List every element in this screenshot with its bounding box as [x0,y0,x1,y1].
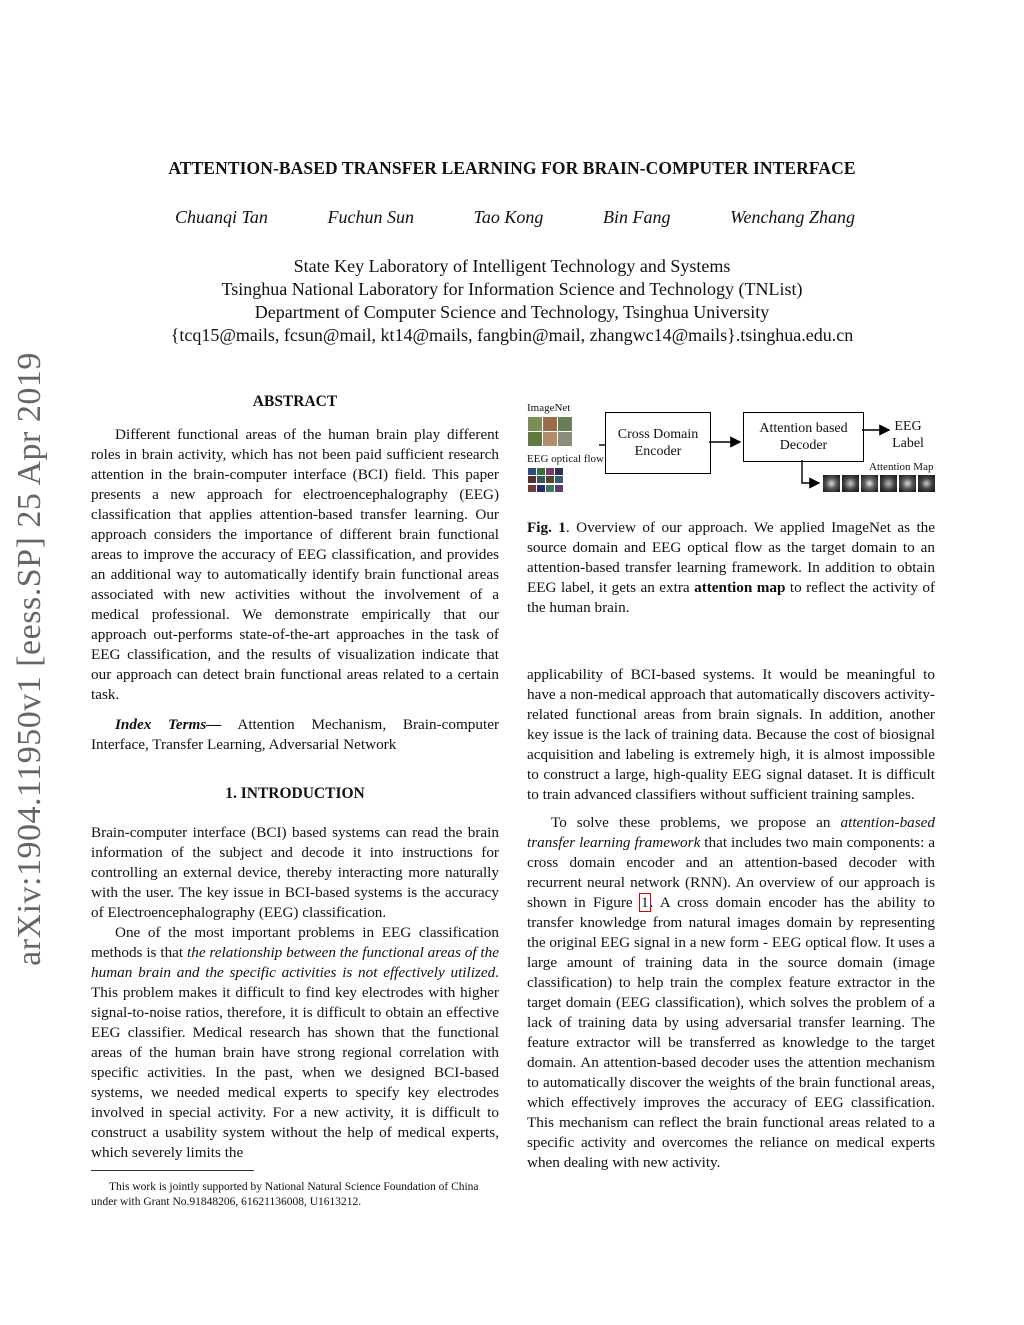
caption-text: to reflect the activity of the human brain. [527,579,936,616]
eeg-flow-cell [555,468,563,475]
attention-map-thumbnail [918,475,935,492]
imagenet-thumbnail [543,432,557,446]
abstract-heading: ABSTRACT [252,393,338,410]
attention-decoder-box: Attention based Decoder [743,412,864,462]
eeg-flow-cell [528,468,536,475]
index-terms [91,715,499,755]
right-text: To solve these problems, we propose an [551,814,841,831]
affiliation-line: Department of Computer Science and Technology, Tsinghua University [254,302,770,322]
intro-heading: 1. INTRODUCTION [225,785,365,802]
eeg-flow-cell [528,476,536,483]
eeg-flow-cell [546,476,554,483]
author-name: Fuchun Sun [327,207,414,227]
author-name: Chuanqi Tan [175,207,268,227]
right-text: . A cross domain encoder has the ability to transfer knowledge from natural images domain by representing the original EEG signal in a new form - EEG optical flow. It uses a large amount of training data in the source domain (image classification) to help train the complex feature extractor in the target domain (EEG classification), which solves the problem of a lack of training data by using adversarial transfer learning. The feature extractor will be transferred as knowledge to the target domain. An attention-based decoder uses the attention mechanism to automatically discover the weights of the brain functional areas, which effectively improves the accuracy of EEG classification. This mechanism can reflect the brain functional areas related to a specific activity and overcomes the reliance on medical experts when dealing with new activity. [527,894,936,1171]
right-column [527,665,935,1173]
right-text: that includes two main components: a cross domain encoder and an attention-based decoder with recurrent neural network (RNN). An overview of our approach is shown in Figure [527,834,936,911]
intro-emphasis: the relationship between the functional areas of the human brain and the specific activities is not effectively utilized [91,944,499,981]
author-name: Wenchang Zhang [730,207,855,227]
eeg-flow-cell [537,485,545,492]
index-terms-label: Index Terms— [115,716,222,733]
caption-text: . Overview of our approach. We applied ImageNet as the source domain and EEG optical flow as the target domain to an attention-based transfer learning framework. In addition to obtain EEG label, it gets an extra [527,519,935,596]
left-column [91,392,499,1163]
eeg-flow-cell [546,485,554,492]
paper-title: ATTENTION-BASED TRANSFER LEARNING FOR BRAIN-COMPUTER INTERFACE [168,158,856,178]
attention-map-thumbnail [880,475,897,492]
intro-paragraph [91,923,499,1163]
right-paragraph: applicability of BCI-based systems. It would be meaningful to have a non-medical approach that automatically discovers activity-related functional areas from brain signals. In addition, another key issue is the lack of training data. Because the cost of biosignal acquisition and labeling is extremely high, it is almost impossible to construct a large, high-quality EEG signal dataset. It is difficult to train advanced classifiers without sufficient training samples. [527,666,935,803]
eeg-flow-cell [546,468,554,475]
attention-map-thumbnail [823,475,840,492]
figure-overview [527,400,937,510]
author-name: Tao Kong [473,207,544,227]
attention-map-label: Attention Map [869,461,934,473]
eeg-flow-cell [537,468,545,475]
cross-domain-encoder-box: Cross Domain Encoder [605,412,711,474]
author-name: Bin Fang [603,207,671,227]
figure-reference-link[interactable]: 1 [640,894,649,911]
affiliation-line: State Key Laboratory of Intelligent Technology and Systems [293,256,731,276]
attention-map-thumbnail [842,475,859,492]
eeg-flow-label: EEG optical flow [527,453,604,465]
attention-map-thumbnail [861,475,878,492]
imagenet-thumbnail [543,417,557,431]
affiliation-emails: {tcq15@mails, fcsun@mail, kt14@mails, fangbin@mail, zhangwc14@mails}.tsinghua.edu.cn [170,325,854,345]
eeg-label-output: EEG Label [892,419,924,451]
eeg-flow-cell [555,485,563,492]
eeg-flow-cell [555,476,563,483]
attention-map-thumbnail [899,475,916,492]
footnote: This work is jointly supported by National Natural Science Foundation of China under with Grant No.91848206, 61621136008, U1613212. [91,1181,479,1208]
index-terms-text: Attention Mechanism, Brain-computer Interface, Transfer Learning, Adversarial Network [91,716,499,753]
footnote-rule [91,1170,254,1171]
intro-text: One of the most important problems in EEG classification methods is that [91,924,499,961]
right-paragraph [527,813,935,1173]
intro-text: . This problem makes it difficult to find key electrodes with higher signal-to-noise ratios, therefore, it is difficult to obtain an effective EEG classifier. Medical research has shown that the functional areas of the human brain have strong regional correlation with specific activities. In the past, when we designed BCI-based systems, we needed medical experts to specify key electrodes involved in special activity. For a new activity, it is difficult to construct a usability system without the help of medical experts, which severely limits the [91,964,499,1161]
author-list [120,207,910,228]
imagenet-thumbnail [558,417,572,431]
arxiv-identifier: arXiv:1904.11950v1 [eess.SP] 25 Apr 2019 [11,352,48,966]
intro-paragraph: Brain-computer interface (BCI) based systems can read the brain information of the subject and decode it into instructions for controlling an external device, thereby interacting more naturally with the user. The key issue in BCI-based systems is the accuracy of Electroencephalography (EEG) classification. [91,824,499,921]
imagenet-label: ImageNet [527,402,571,414]
imagenet-thumbnail [558,432,572,446]
eeg-flow-cell [528,485,536,492]
eeg-flow-cell [537,476,545,483]
imagenet-thumbnail [528,432,542,446]
figure-caption [527,518,935,618]
caption-fig-label: Fig. 1 [527,519,566,536]
caption-bold: attention map [694,579,786,596]
right-emphasis: attention-based transfer learning framework [527,814,935,851]
affiliation-line: Tsinghua National Laboratory for Information Science and Technology (TNList) [221,279,803,299]
imagenet-thumbnail [528,417,542,431]
abstract-text: Different functional areas of the human brain play different roles in brain activity, which has not been paid sufficient research attention in the brain-computer interface (BCI) field. This paper presents a new approach for electroencephalography (EEG) classification that applies attention-based transfer learning. Our approach considers the importance of different brain functional areas to improve the accuracy of EEG classification, and provides an additional way to automatically identify brain functional areas associated with new activities without the involvement of a medical professional. We demonstrate empirically that our approach out-performs state-of-the-art approaches in the task of EEG classification, and the results of visualization indicate that our approach can detect brain functional areas related to a certain task. [91,426,499,703]
eeg-flow-grid [528,468,564,492]
